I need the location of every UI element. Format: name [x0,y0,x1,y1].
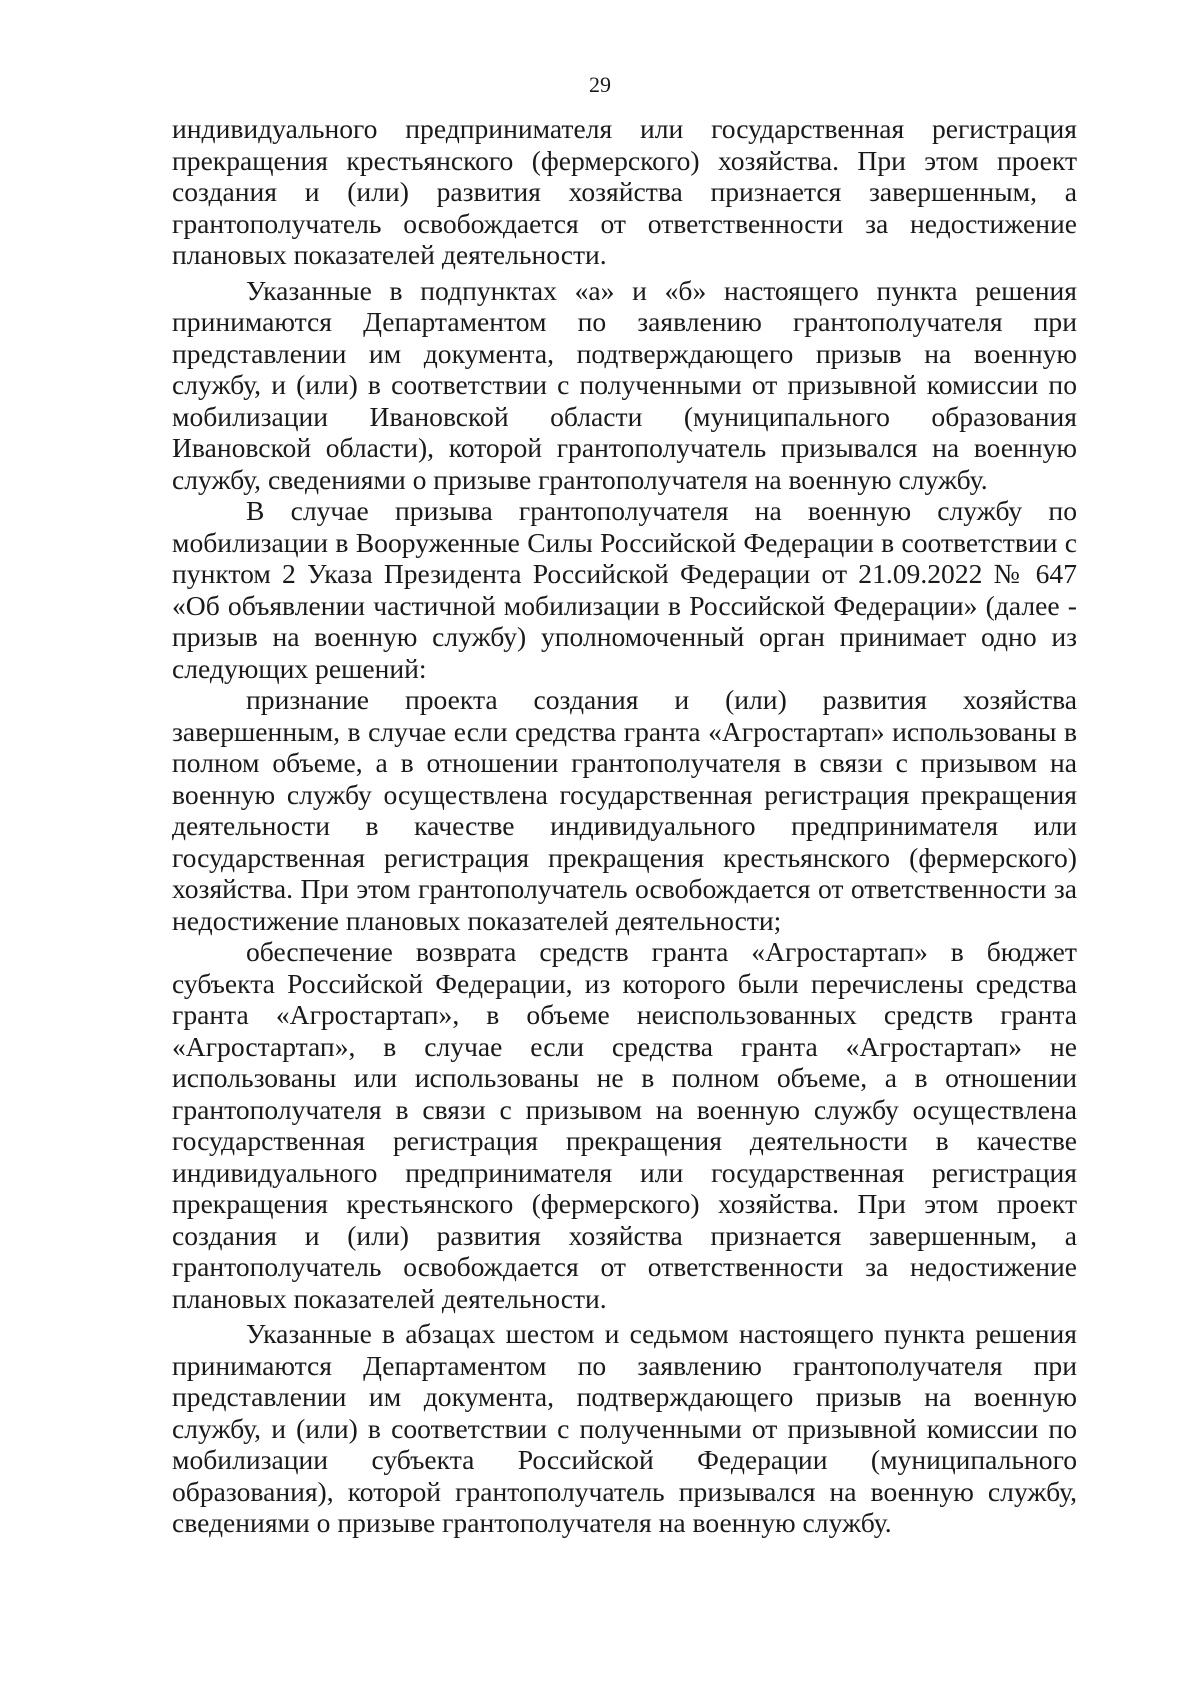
document-body [172,113,1077,1539]
paragraph-mobilization-case: В случае призыва грантополучателя на военную службу по мобилизации в Вооруженные Силы Российской Федерации в соответствии с пунктом 2 Указа Президента Российской Федерации от 21.09.2022 № 647 «Об объявлении частичной мобилизации в Российской Федерации» (далее - призыв на военную службу) уполномоченный орган принимает одно из следующих решений: [172,495,1077,684]
paragraph-continuation: индивидуального предпринимателя или государственная регистрация прекращения крестьянского (фермерского) хозяйства. При этом проект создания и (или) развития хозяйства признается завершенным, а грантополучатель освобождается от ответственности за недостижение плановых показателей деятельности. [172,113,1077,270]
paragraph-decisions-a-b: Указанные в подпунктах «а» и «б» настоящего пункта решения принимаются Департаментом по заявлению грантополучателя при представлении им документа, подтверждающего призыв на военную службу, и (или) в соответствии с полученными от призывной комиссии по мобилизации Ивановской области (муниципального образования Ивановской области), которой грантополучатель призывался на военную службу, сведениями о призыве грантополучателя на военную службу. [172,274,1077,495]
page-number: 29 [589,72,611,97]
paragraph-grant-return: обеспечение возврата средств гранта «Агростартап» в бюджет субъекта Российской Федерации, из которого были перечислены средства гранта «Агростартап», в объеме неиспользованных средств гранта «Агростартап», в случае если средства гранта «Агростартап» не использованы или использованы не в полном объеме, а в отношении грантополучателя в связи с призывом на военную службу осуществлена государственная регистрация прекращения деятельности в качестве индивидуального предпринимателя или государственная регистрация прекращения крестьянского (фермерского) хозяйства. При этом проект создания и (или) развития хозяйства признается завершенным, а грантополучатель освобождается от ответственности за недостижение плановых показателей деятельности. [172,936,1077,1314]
paragraph-project-completed: признание проекта создания и (или) развития хозяйства завершенным, в случае если средства гранта «Агростартап» использованы в полном объеме, а в отношении грантополучателя в связи с призывом на военную службу осуществлена государственная регистрация прекращения деятельности в качестве индивидуального предпринимателя или государственная регистрация прекращения крестьянского (фермерского) хозяйства. При этом грантополучатель освобождается от ответственности за недостижение плановых показателей деятельности; [172,684,1077,936]
paragraph-decisions-six-seven: Указанные в абзацах шестом и седьмом настоящего пункта решения принимаются Департаментом по заявлению грантополучателя при представлении им документа, подтверждающего призыв на военную службу, и (или) в соответствии с полученными от призывной комиссии по мобилизации субъекта Российской Федерации (муниципального образования), которой грантополучатель призывался на военную службу, сведениями о призыве грантополучателя на военную службу. [172,1318,1077,1538]
